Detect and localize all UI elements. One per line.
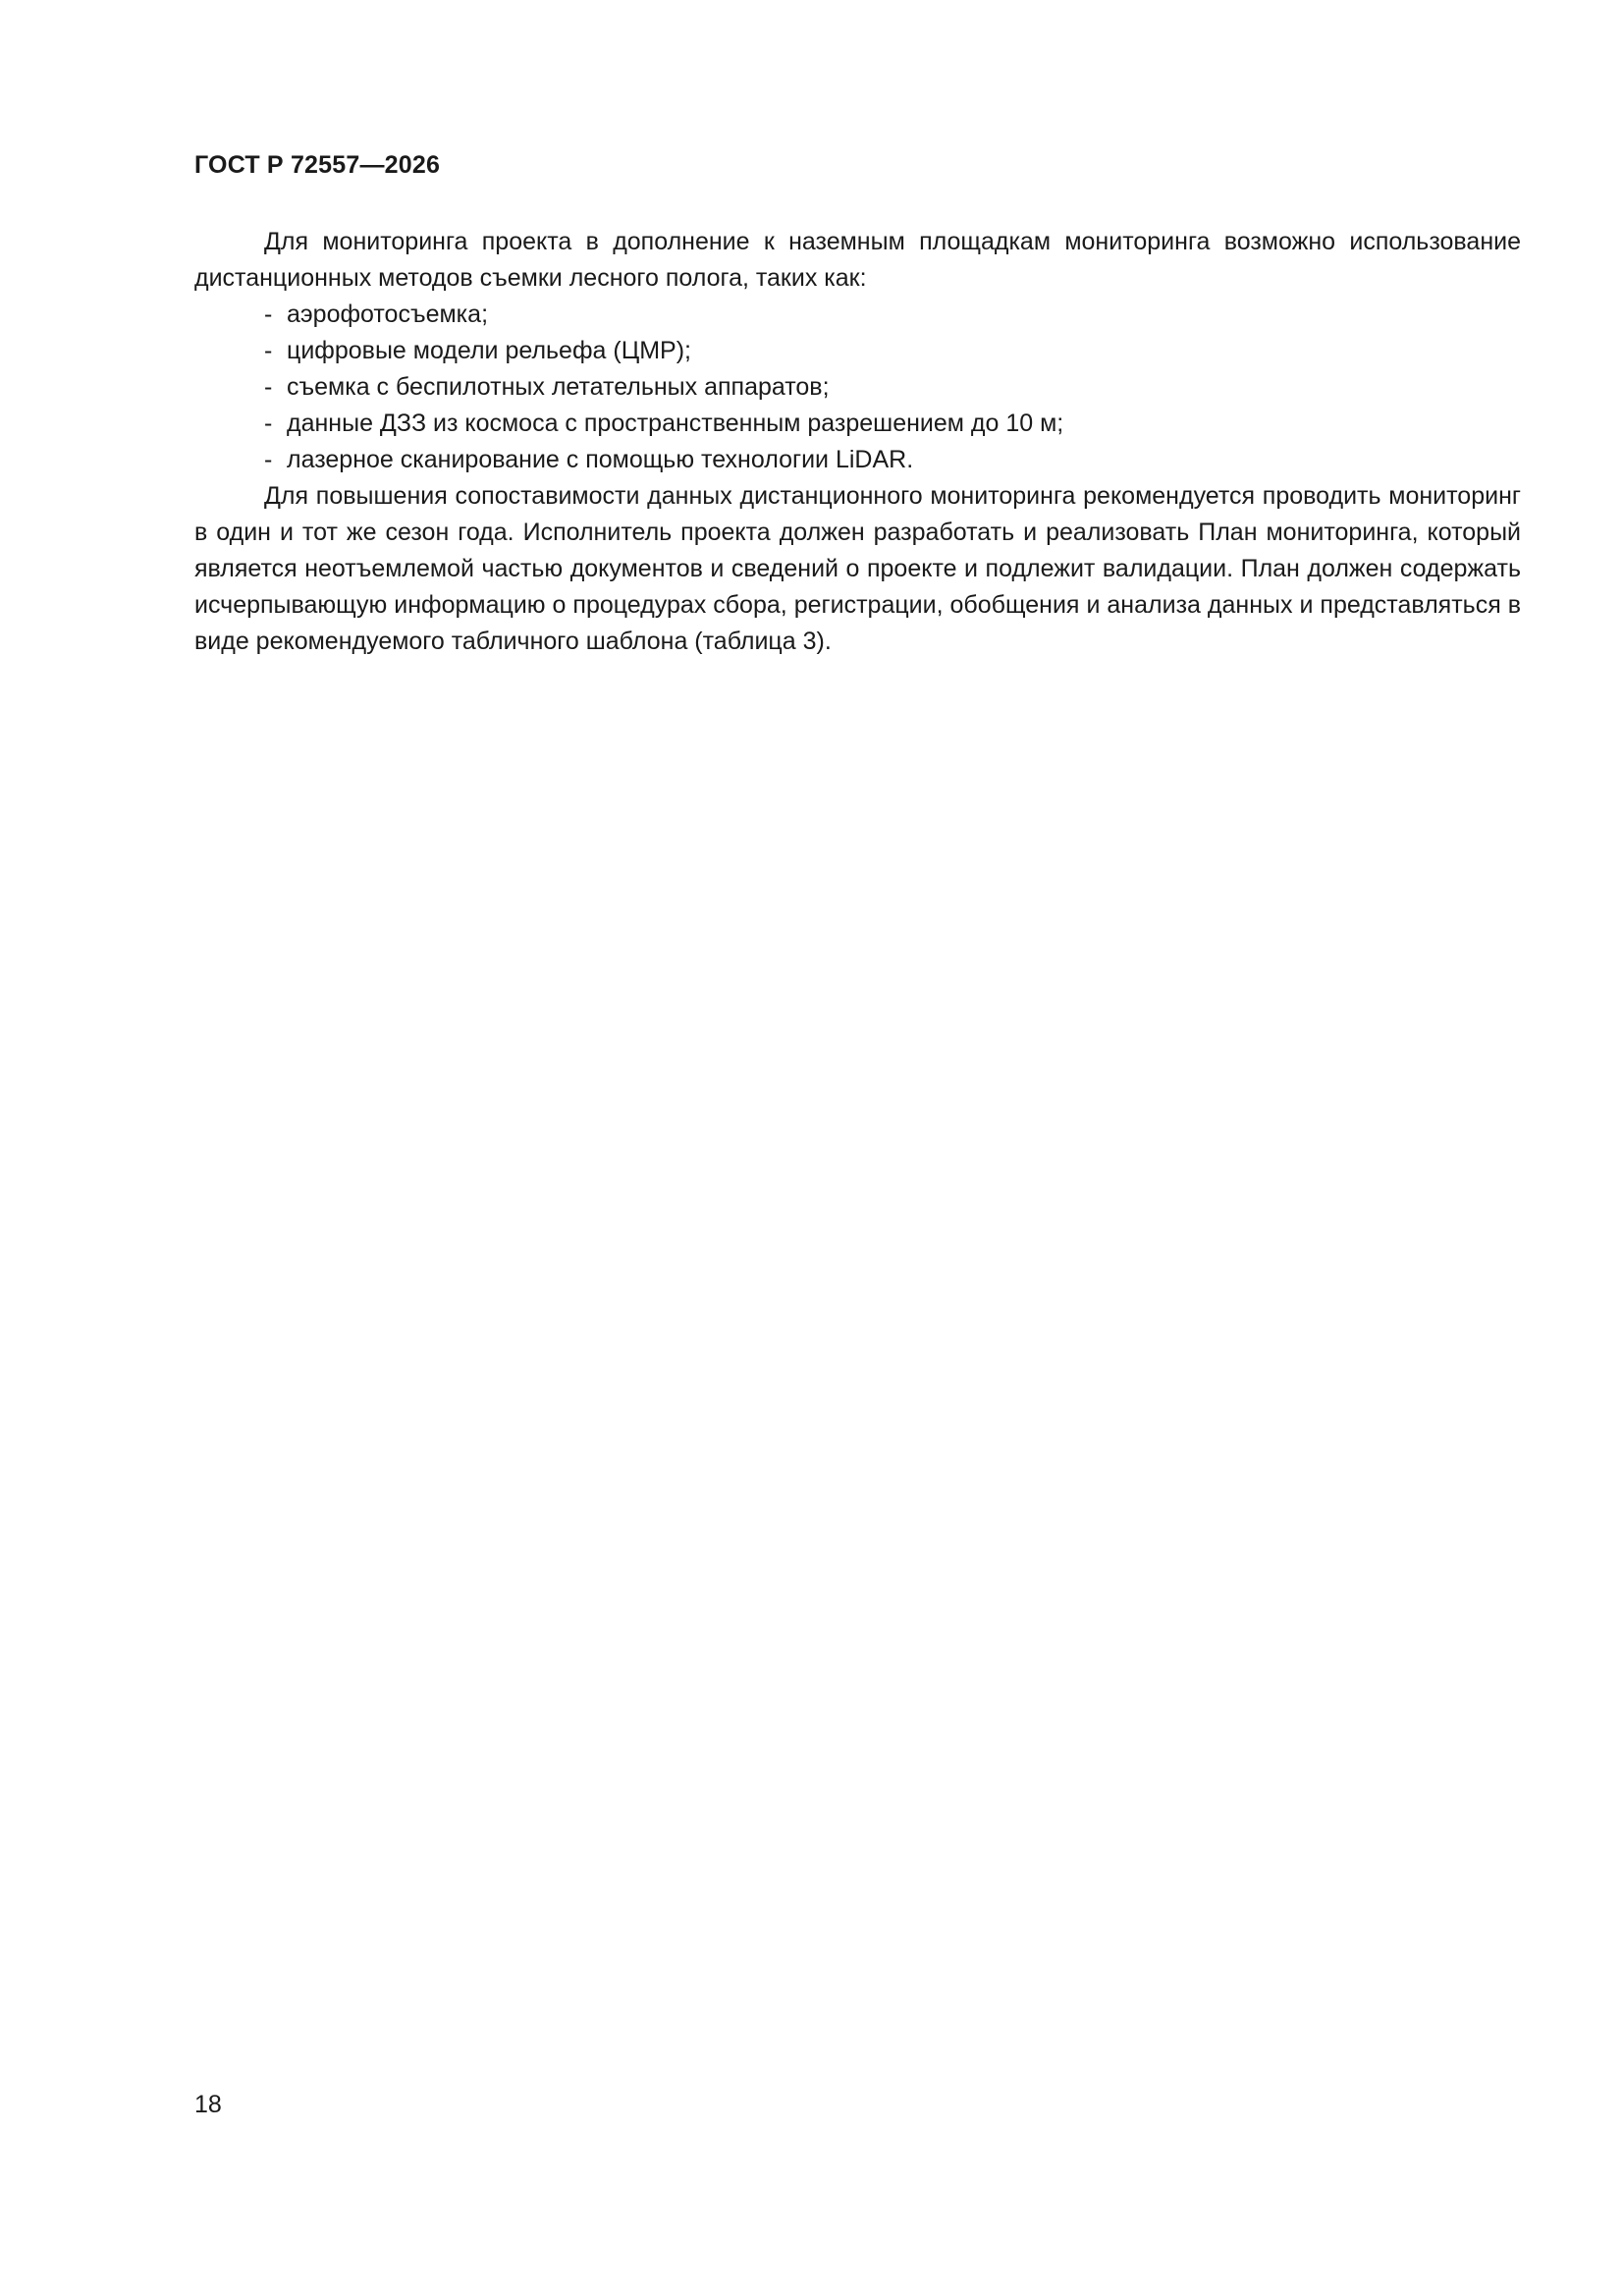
list-item xyxy=(194,333,1521,369)
list-item-text: лазерное сканирование с помощью технологии LiDAR. xyxy=(287,446,914,473)
list-item xyxy=(194,297,1521,333)
closing-paragraph: Для повышения сопоставимости данных дистанционного мониторинга рекомендуется проводить мониторинг в один и тот же сезон года. Исполнитель проекта должен разработать и реализовать План мониторинга, который является неотъемлемой частью документов и сведений о проекте и подлежит валидации. План должен содержать исчерпывающую информацию о процедурах сбора, регистрации, обобщения и анализа данных и представляться в виде рекомендуемого табличного шаблона (таблица 3). xyxy=(194,482,1521,655)
standard-header: ГОСТ Р 72557—2026 xyxy=(194,151,441,179)
intro-paragraph: Для мониторинга проекта в дополнение к наземным площадкам мониторинга возможно использование дистанционных методов съемки лесного полога, таких как: xyxy=(194,228,1521,292)
page-number: 18 xyxy=(194,2091,222,2118)
list-item-text: аэрофотосъемка; xyxy=(287,301,489,328)
list-dash: - xyxy=(264,337,273,364)
list-dash: - xyxy=(264,446,273,473)
list-item-text: данные ДЗЗ из космоса с пространственным разрешением до 10 м; xyxy=(287,410,1064,437)
list-item xyxy=(194,369,1521,406)
list-dash: - xyxy=(264,373,273,401)
remote-methods-list xyxy=(194,297,1521,478)
document-body xyxy=(194,224,1521,660)
list-item-text: цифровые модели рельефа (ЦМР); xyxy=(287,337,691,364)
list-dash: - xyxy=(264,410,273,437)
list-item xyxy=(194,406,1521,442)
list-dash: - xyxy=(264,301,273,328)
list-item-text: съемка с беспилотных летательных аппаратов; xyxy=(287,373,830,401)
list-item xyxy=(194,442,1521,478)
